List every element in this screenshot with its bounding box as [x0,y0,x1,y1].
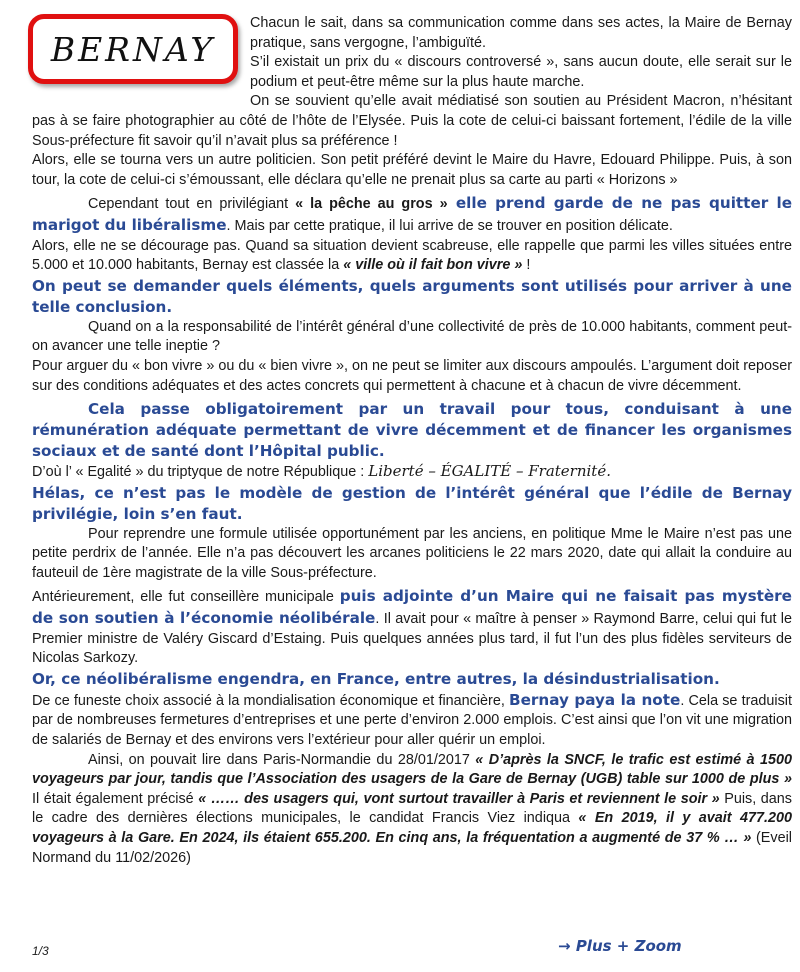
quote-sncf: « D’après la SNCF, le trafic est estimé à 1500 voyageurs par jour, tandis que l’Association des usagers de la Gare de Bernay (UGB) table sur 1000 de plus » [32,751,792,788]
highlight-liberalisme: elle prend garde de ne pas quitter le marigot du libéralisme [32,194,793,234]
article-body [32,14,792,868]
logo-spacer [32,14,250,94]
paragraph-intro-1: Chacun le sait, dans sa communication comme dans ses actes, la Maire de Bernay pratique, sans vergogne, l’ambiguïté. [250,15,792,51]
motto-republique: Liberté – ÉGALITÉ – Fraternité. [368,462,611,481]
page-number: 1/3 [32,944,49,958]
paragraph-paris-normandie: Ainsi, on pouvait lire dans Paris-Normandie du 28/01/2017 « D’après la SNCF, le trafic est estimé à 1500 voyageurs par jour, tandis que l’Association des usagers de la Gare de Bernay (UGB) table sur 1000 de plus » Il était également précisé « …… des usagers qui, vont surtout travailler à Paris et reviennent le soir » Puis, dans le cadre des dernières élections municipales, le candidat Francis Viez indiqua « En 2019, il y avait 477.200 voyageurs à la Gare. En 2024, ils étaient 655.200. En cinq ans, la fréquentation a augmenté de 37 % … » (Eveil Normand du 11/02/2026) [32,751,793,866]
quote-peche-au-gros: « la pêche au gros » [295,196,448,213]
quote-usagers: « …… des usagers qui, vont surtout travailler à Paris et reviennent le soir » [198,790,720,807]
paragraph-ineptie: Quand on a la responsabilité de l’intérêt général d’une collectivité de près de 10.000 habitants, comment peut-on avancer une telle ineptie ? [32,318,792,355]
quote-ville-bon-vivre: « ville où il fait bon vivre » [343,257,523,274]
paragraph-bon-vivre: Alors, elle ne se décourage pas. Quand sa situation devient scabreuse, elle rappelle que parmi les villes situées entre 5.000 et 10.000 habitants, Bernay est classée la « ville où il fait bon vivre » ! [32,237,792,274]
highlight-travail-pour-tous: Cela passe obligatoirement par un travail pour tous, conduisant à une rémunération adéquate permettant de vivre décemment et de financer les organismes sociaux et de santé dont l’Hôpital public. [32,400,792,461]
highlight-bernay-paya: Bernay paya la note [509,690,681,709]
arrow-right-icon: → [558,937,571,955]
more-zoom-label: Plus + Zoom [575,937,682,955]
highlight-question: On peut se demander quels éléments, quels arguments sont utilisés pour arriver à une telle conclusion. [32,276,792,316]
paragraph-egalite: D’où l’ « Egalité » du triptyque de notre République : Liberté – ÉGALITÉ – Fraternité. [32,462,611,481]
paragraph-intro-2: S’il existait un prix du « discours controversé », sans aucun doute, elle serait sur le podium et peut-être même sur la plus haute marche. [250,54,792,90]
paragraph-perdrix: Pour reprendre une formule utilisée opportunément par les anciens, en politique Mme le Maire n’est pas une petite perdrix de l’année. Elle n’a pas découvert les arcanes politiciens le 22 mars 2020, date qui allait la conduire au fauteuil de 1ère magistrate de la ville Sous-préfecture. [32,525,792,581]
highlight-helas: Hélas, ce n’est pas le modèle de gestion de l’intérêt général que l’édile de Bernay privilégie, loin s’en faut. [32,483,792,523]
paragraph-arguer: Pour arguer du « bon vivre » ou du « bien vivre », on ne peut se limiter aux discours ampoulés. L’argument doit reposer sur des conditions adéquates et des actes concrets qui permettent à chacune et à chacun de vivre décemment. [32,357,792,394]
logo-text: BERNAY [50,29,216,69]
paragraph-macron: On se souvient qu’elle avait médiatisé son soutien au Président Macron, n’hésitant pas à se faire photographier au côté de l’hôte de l’Elysée. Puis la cote de celui-ci baissant fortement, l’édile de la ville Sous-préfecture fit savoir qu’il n’avait plus sa préférence ! [32,93,792,149]
more-zoom-link[interactable] [558,937,682,955]
paragraph-philippe: Alors, elle se tourna vers un autre politicien. Son petit préféré devint le Maire du Havre, Edouard Philippe. Puis, à son tour, la cote de celui-ci s’émoussant, elle déclara qu’elle ne prenait plus sa carte au parti « Horizons » [32,152,792,188]
quote-viez: « En 2019, il y avait 477.200 voyageurs à la Gare. En 2024, ils étaient 655.200. En cinq ans, la fréquentation a augmenté de 37 % … » [32,810,792,846]
paragraph-peche-au-gros: Cependant tout en privilégiant « la pêche au gros » elle prend garde de ne pas quitter le marigot du libéralisme. Mais par cette pratique, il lui arrive de se trouver en position délicate. [32,194,793,234]
highlight-desindustrialisation: Or, ce néolibéralisme engendra, en France, entre autres, la désindustrialisation. [32,669,720,688]
highlight-adjointe: puis adjointe d’un Maire qui ne faisait pas mystère de son soutien à l’économie néolibérale [32,587,792,628]
paragraph-anterieurement: Antérieurement, elle fut conseillère municipale puis adjointe d’un Maire qui ne faisait pas mystère de son soutien à l’économie néolibérale. Il avait pour « maître à penser » Raymond Barre, celui qui fut le Premier ministre de Valéry Giscard d’Estaing. Puis quelques années plus tard, il fut l’un des plus fidèles serviteurs de Nicolas Sarkozy. [32,587,792,667]
paragraph-mondialisation: De ce funeste choix associé à la mondialisation économique et financière, Bernay paya la note. Cela se traduisit par de nombreuses fermetures d’entreprises et une perte d’environ 2.000 emplois. C’est ainsi que l’on vit une migration de salariés de Bernay et des environs vers l’extérieur pour aller quérir un emploi. [32,690,792,749]
